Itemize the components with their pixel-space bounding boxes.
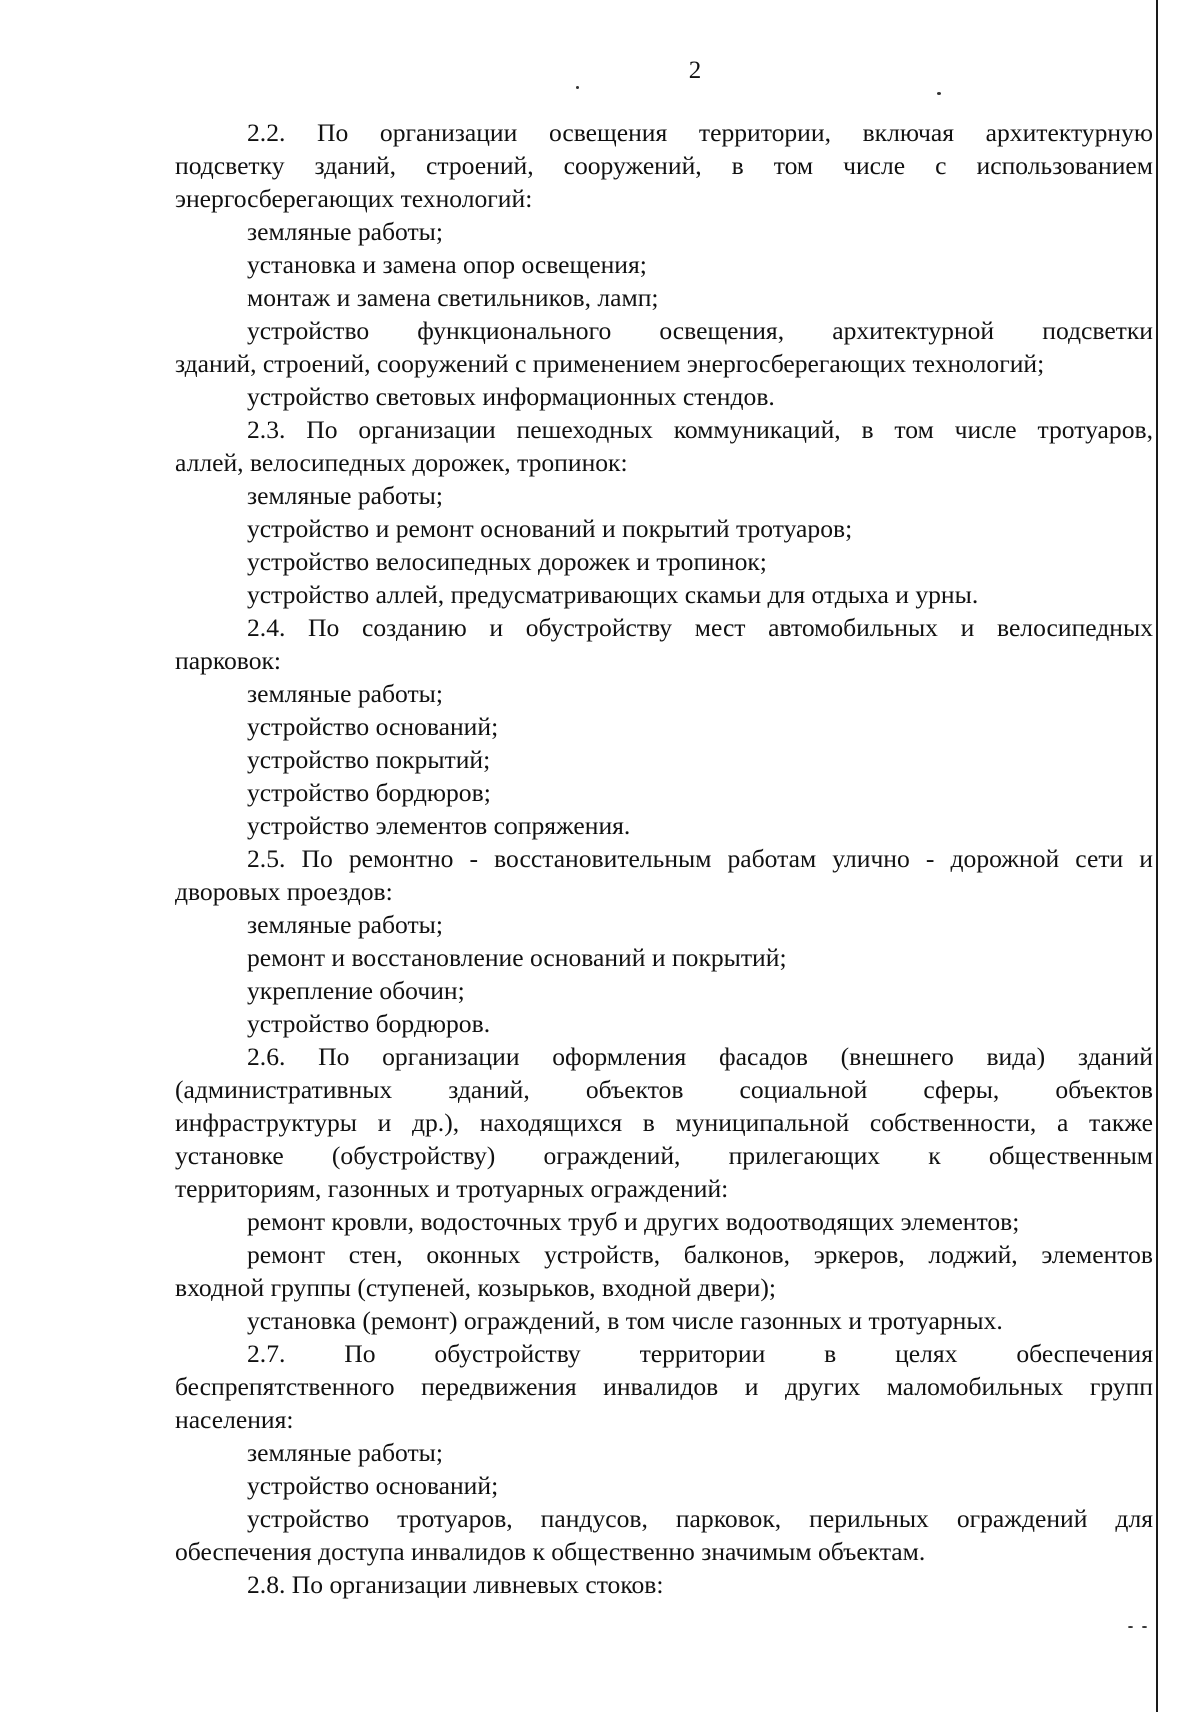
text-line: устройство бордюров. xyxy=(247,1009,491,1038)
text-line: установке (обустройству) ограждений, прилегающих к общественным xyxy=(175,1141,1153,1170)
text-line: инфраструктуры и др.), находящихся в муниципальной собственности, а также xyxy=(175,1108,1153,1137)
text-line: устройство оснований; xyxy=(247,712,499,741)
scan-speck xyxy=(937,92,941,95)
text-line: земляные работы; xyxy=(247,481,443,510)
text-line: земляные работы; xyxy=(247,217,443,246)
text-line: дворовых проездов: xyxy=(175,877,393,906)
text-line: 2.4. По созданию и обустройству мест автомобильных и велосипедных xyxy=(247,613,1153,642)
text-line: устройство велосипедных дорожек и тропинок; xyxy=(247,547,767,576)
scan-speck xyxy=(1128,1626,1133,1628)
text-line: устройство функционального освещения, архитектурной подсветки xyxy=(247,316,1153,345)
text-line: укрепление обочин; xyxy=(247,976,465,1005)
text-line: 2.3. По организации пешеходных коммуникаций, в том числе тротуаров, xyxy=(247,415,1153,444)
text-line: 2.7. По обустройству территории в целях обеспечения xyxy=(247,1339,1153,1368)
text-line: установка (ремонт) ограждений, в том числе газонных и тротуарных. xyxy=(247,1306,1003,1335)
page-number: 2 xyxy=(688,57,702,84)
text-line: беспрепятственного передвижения инвалидов и других маломобильных групп xyxy=(175,1372,1153,1401)
scan-edge-line xyxy=(1156,0,1158,1712)
text-line: (административных зданий, объектов социальной сферы, объектов xyxy=(175,1075,1153,1104)
text-line: устройство аллей, предусматривающих скамьи для отдыха и урны. xyxy=(247,580,979,609)
text-line: входной группы (ступеней, козырьков, входной двери); xyxy=(175,1273,776,1302)
document-body xyxy=(175,116,1153,1601)
text-line: 2.5. По ремонтно - восстановительным работам улично - дорожной сети и xyxy=(247,844,1153,873)
text-line: устройство бордюров; xyxy=(247,778,491,807)
scan-speck xyxy=(576,86,579,89)
text-line: 2.6. По организации оформления фасадов (внешнего вида) зданий xyxy=(247,1042,1153,1071)
text-line: устройство элементов сопряжения. xyxy=(247,811,631,840)
text-line: устройство покрытий; xyxy=(247,745,491,774)
text-line: подсветку зданий, строений, сооружений, в том числе с использованием xyxy=(175,151,1153,180)
scan-speck xyxy=(1142,1626,1147,1628)
text-line: ремонт стен, оконных устройств, балконов, эркеров, лоджий, элементов xyxy=(247,1240,1153,1269)
text-line: земляные работы; xyxy=(247,910,443,939)
text-line: парковок: xyxy=(175,646,282,675)
text-line: ремонт и восстановление оснований и покрытий; xyxy=(247,943,787,972)
text-line: устройство оснований; xyxy=(247,1471,499,1500)
text-line: устройство и ремонт оснований и покрытий тротуаров; xyxy=(247,514,853,543)
text-line: земляные работы; xyxy=(247,679,443,708)
text-line: населения: xyxy=(175,1405,294,1434)
text-line: установка и замена опор освещения; xyxy=(247,250,647,279)
text-line: устройство световых информационных стендов. xyxy=(247,382,775,411)
text-line: территориям, газонных и тротуарных ограждений: xyxy=(175,1174,729,1203)
text-line: устройство тротуаров, пандусов, парковок, перильных ограждений для xyxy=(247,1504,1153,1533)
text-line: энергосберегающих технологий: xyxy=(175,184,533,213)
text-line: 2.8. По организации ливневых стоков: xyxy=(247,1570,664,1599)
text-line: ремонт кровли, водосточных труб и других водоотводящих элементов; xyxy=(247,1207,1020,1236)
text-line: обеспечения доступа инвалидов к общественно значимым объектам. xyxy=(175,1537,926,1566)
text-line: аллей, велосипедных дорожек, тропинок: xyxy=(175,448,628,477)
text-line: 2.2. По организации освещения территории, включая архитектурную xyxy=(247,118,1153,147)
text-line: зданий, строений, сооружений с применением энергосберегающих технологий; xyxy=(175,349,1045,378)
text-line: монтаж и замена светильников, ламп; xyxy=(247,283,659,312)
text-line: земляные работы; xyxy=(247,1438,443,1467)
